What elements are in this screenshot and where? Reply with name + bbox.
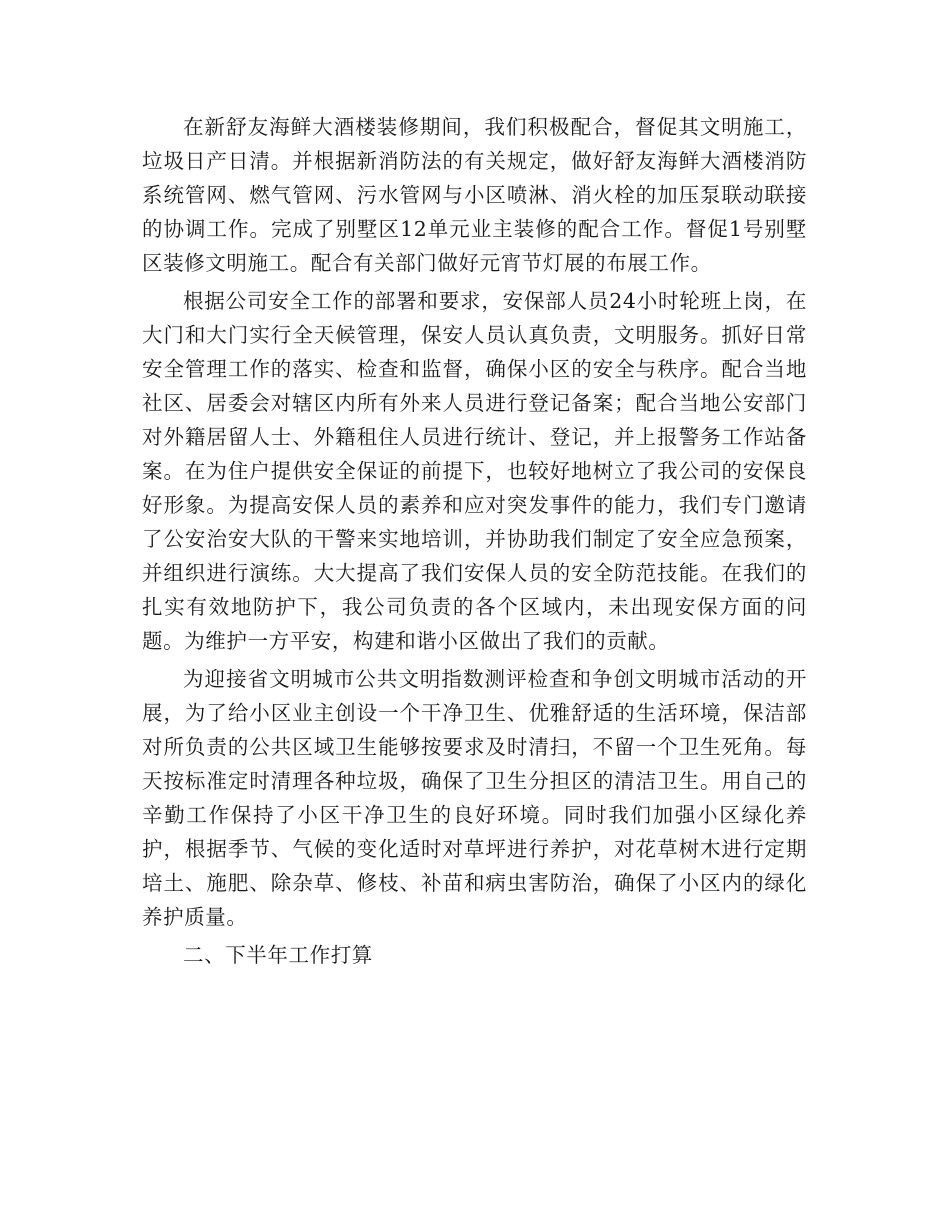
section-heading: 二、下半年工作打算 [183, 943, 373, 967]
document-body [142, 110, 807, 976]
paragraph-cleaning: 为迎接省文明城市公共文明指数测评检查和争创文明城市活动的开展，为了给小区业主创设一个干净卫生、优雅舒适的生活环境，保洁部对所负责的公共区域卫生能够按要求及时清扫，不留一个卫生死角。每天按标准定时清理各种垃圾，确保了卫生分担区的清洁卫生。用自己的辛勤工作保持了小区干净卫生的良好环境。同时我们加强小区绿化养护，根据季节、气候的变化适时对草坪进行养护，对花草树木进行定期培土、施肥、除杂草、修枝、补苗和病虫害防治，确保了小区内的绿化养护质量。 [142, 667, 807, 929]
paragraph-security: 根据公司安全工作的部署和要求，安保部人员24小时轮班上岗，在大门和大门实行全天候管理，保安人员认真负责，文明服务。抓好日常安全管理工作的落实、检查和监督，确保小区的安全与秩序。配合当地社区、居委会对辖区内所有外来人员进行登记备案；配合当地公安部门对外籍居留人士、外籍租住人员进行统计、登记，并上报警务工作站备案。在为住户提供安全保证的前提下，也较好地树立了我公司的安保良好形象。为提高安保人员的素养和应对突发事件的能力，我们专门邀请了公安治安大队的干警来实地培训，并协助我们制定了安全应急预案，并组织进行演练。大大提高了我们安保人员的安全防范技能。在我们的扎实有效地防护下，我公司负责的各个区域内，未出现安保方面的问题。为维护一方平安，构建和谐小区做出了我们的贡献。 [142, 289, 807, 653]
paragraph-renovation: 在新舒友海鲜大酒楼装修期间，我们积极配合，督促其文明施工，垃圾日产日清。并根据新消防法的有关规定，做好舒友海鲜大酒楼消防系统管网、燃气管网、污水管网与小区喷淋、消火栓的加压泵联动联接的协调工作。完成了别墅区12单元业主装修的配合工作。督促1号别墅区装修文明施工。配合有关部门做好元宵节灯展的布展工作。 [142, 115, 807, 275]
